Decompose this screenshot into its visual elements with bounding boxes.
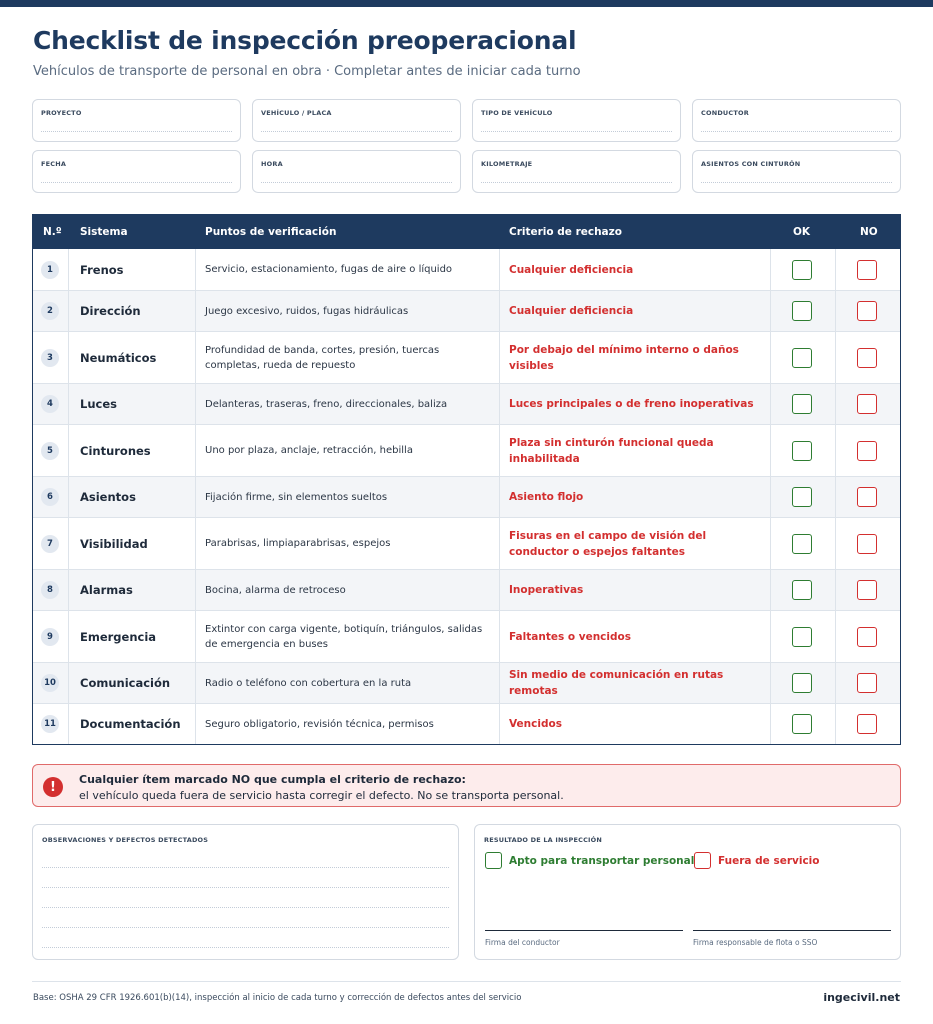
table-row xyxy=(33,662,900,703)
column-divider xyxy=(195,518,196,569)
points-cell xyxy=(205,663,490,703)
no-cell xyxy=(857,663,879,703)
points-cell xyxy=(205,704,490,744)
column-divider xyxy=(499,704,500,744)
fleet-signature-label: Firma responsable de flota o SSO xyxy=(693,938,818,947)
system-name: Cinturones xyxy=(80,443,151,458)
column-divider xyxy=(835,332,836,383)
points-cell xyxy=(205,291,490,331)
row-number-cell xyxy=(41,384,61,424)
no-checkbox[interactable] xyxy=(857,487,877,507)
column-divider xyxy=(68,291,69,331)
field-proyecto[interactable] xyxy=(32,99,241,142)
no-checkbox[interactable] xyxy=(857,580,877,600)
row-number-cell xyxy=(41,663,61,703)
column-divider xyxy=(68,570,69,610)
field-line xyxy=(481,182,672,183)
footer-brand: ingecivil.net xyxy=(823,991,900,1004)
header-points: Puntos de verificación xyxy=(205,226,337,238)
criteria-cell xyxy=(509,570,765,610)
field-line xyxy=(41,182,232,183)
column-divider xyxy=(499,291,500,331)
observations-box[interactable] xyxy=(32,824,459,960)
check-points: Fijación firme, sin elementos sueltos xyxy=(205,491,388,503)
row-number-cell xyxy=(41,570,61,610)
column-divider xyxy=(499,611,500,662)
criteria-cell xyxy=(509,611,765,662)
check-points: Seguro obligatorio, revisión técnica, permisos xyxy=(205,718,434,730)
footer-divider xyxy=(32,981,901,982)
column-divider xyxy=(770,332,771,383)
field-fecha[interactable] xyxy=(32,150,241,193)
system-name: Asientos xyxy=(80,490,136,504)
check-points: Radio o teléfono con cobertura en la ruta xyxy=(205,677,412,689)
points-cell xyxy=(205,611,490,662)
apt-checkbox[interactable] xyxy=(485,852,502,869)
system-cell xyxy=(80,570,192,610)
alert-text: el vehículo queda fuera de servicio hasta corregir el defecto. No se transporta personal. xyxy=(79,789,564,802)
no-cell xyxy=(857,611,879,662)
criteria-cell xyxy=(509,332,765,383)
alert-title: Cualquier ítem marcado NO que cumpla el criterio de rechazo: xyxy=(79,773,466,786)
field-conductor[interactable] xyxy=(692,99,901,142)
no-cell xyxy=(857,477,879,517)
column-divider xyxy=(770,249,771,290)
column-divider xyxy=(835,425,836,476)
system-name: Luces xyxy=(80,397,117,411)
row-number-cell xyxy=(41,249,61,290)
system-cell xyxy=(80,425,192,476)
check-points: Profundidad de banda, cortes, presión, tuercas completas, rueda de repuesto xyxy=(205,344,440,371)
column-divider xyxy=(68,477,69,517)
no-cell xyxy=(857,332,879,383)
points-cell xyxy=(205,332,490,383)
column-divider xyxy=(68,425,69,476)
system-name: Alarmas xyxy=(80,583,133,597)
table-row xyxy=(33,517,900,569)
row-number-cell xyxy=(41,611,61,662)
system-name: Emergencia xyxy=(80,629,157,644)
column-divider xyxy=(499,384,500,424)
field-tipo-vehiculo[interactable] xyxy=(472,99,681,142)
column-divider xyxy=(68,518,69,569)
field-hora[interactable] xyxy=(252,150,461,193)
row-number-badge: 2 xyxy=(41,302,59,320)
points-cell xyxy=(205,570,490,610)
field-label: ASIENTOS CON CINTURÓN xyxy=(701,160,801,168)
no-checkbox[interactable] xyxy=(857,714,877,734)
field-label: TIPO DE VEHÍCULO xyxy=(481,109,553,117)
column-divider xyxy=(835,611,836,662)
ok-checkbox[interactable] xyxy=(792,441,812,461)
ok-cell xyxy=(792,249,814,290)
column-divider xyxy=(195,332,196,383)
column-divider xyxy=(770,570,771,610)
ok-checkbox[interactable] xyxy=(792,394,812,414)
exclamation-icon: ! xyxy=(43,777,63,797)
column-divider xyxy=(195,663,196,703)
observation-line xyxy=(42,947,449,948)
column-divider xyxy=(770,425,771,476)
no-cell xyxy=(857,249,879,290)
rejection-criteria: Vencidos xyxy=(509,718,562,730)
rejection-criteria: Por debajo del mínimo interno o daños visibles xyxy=(509,343,739,372)
system-name: Neumáticos xyxy=(80,350,157,365)
row-number-cell xyxy=(41,704,61,744)
fleet-signature-line[interactable] xyxy=(693,930,891,931)
field-line xyxy=(41,131,232,132)
column-divider xyxy=(195,291,196,331)
column-divider xyxy=(68,384,69,424)
table-row xyxy=(33,331,900,383)
check-points: Parabrisas, limpiaparabrisas, espejos xyxy=(205,538,391,549)
column-divider xyxy=(835,570,836,610)
field-label: PROYECTO xyxy=(41,109,82,117)
column-divider xyxy=(195,384,196,424)
criteria-cell xyxy=(509,384,765,424)
system-name: Documentación xyxy=(80,717,181,731)
ok-checkbox[interactable] xyxy=(792,260,812,280)
ok-cell xyxy=(792,518,814,569)
check-points: Uno por plaza, anclaje, retracción, hebilla xyxy=(205,445,413,456)
observation-line xyxy=(42,907,449,908)
row-number-cell xyxy=(41,477,61,517)
no-checkbox[interactable] xyxy=(857,301,877,321)
system-cell xyxy=(80,663,192,703)
row-number-badge: 6 xyxy=(41,488,59,506)
ok-checkbox[interactable] xyxy=(792,673,812,693)
no-checkbox[interactable] xyxy=(857,673,877,693)
result-label: RESULTADO DE LA INSPECCIÓN xyxy=(484,836,603,844)
column-divider xyxy=(68,249,69,290)
rejection-criteria: Sin medio de comunicación en rutas remotas xyxy=(509,669,724,697)
ok-cell xyxy=(792,663,814,703)
field-label: KILOMETRAJE xyxy=(481,160,533,168)
criteria-cell xyxy=(509,291,765,331)
column-divider xyxy=(68,611,69,662)
system-cell xyxy=(80,384,192,424)
observations-label: OBSERVACIONES Y DEFECTOS DETECTADOS xyxy=(42,836,209,844)
table-row xyxy=(33,476,900,517)
system-cell xyxy=(80,332,192,383)
column-divider xyxy=(499,425,500,476)
check-points: Servicio, estacionamiento, fugas de aire o líquido xyxy=(205,264,453,275)
row-number-badge: 5 xyxy=(41,442,59,460)
column-divider xyxy=(835,249,836,290)
points-cell xyxy=(205,425,490,476)
field-line xyxy=(481,131,672,132)
column-divider xyxy=(770,704,771,744)
field-kilometraje[interactable] xyxy=(472,150,681,193)
ok-checkbox[interactable] xyxy=(792,627,812,647)
field-label: CONDUCTOR xyxy=(701,109,749,117)
header-num: N.º xyxy=(43,226,62,238)
ok-checkbox[interactable] xyxy=(792,301,812,321)
system-cell xyxy=(80,704,192,744)
top-accent-bar xyxy=(0,0,933,7)
row-number-cell xyxy=(41,291,61,331)
column-divider xyxy=(195,570,196,610)
ok-cell xyxy=(792,570,814,610)
ok-checkbox[interactable] xyxy=(792,714,812,734)
rejection-criteria: Fisuras en el campo de visión del conductor o espejos faltantes xyxy=(509,529,707,558)
row-number-cell xyxy=(41,518,61,569)
column-divider xyxy=(499,477,500,517)
column-divider xyxy=(835,663,836,703)
column-divider xyxy=(770,477,771,517)
observation-line xyxy=(42,867,449,868)
row-number-badge: 11 xyxy=(41,715,59,733)
table-row xyxy=(33,569,900,610)
column-divider xyxy=(499,518,500,569)
field-asientos-cinturon[interactable] xyxy=(692,150,901,193)
table-header xyxy=(33,215,900,249)
page-title: Checklist de inspección preoperacional xyxy=(33,26,577,55)
no-checkbox[interactable] xyxy=(857,627,877,647)
out-label: Fuera de servicio xyxy=(718,854,820,867)
criteria-cell xyxy=(509,663,765,703)
row-number-badge: 8 xyxy=(41,581,59,599)
points-cell xyxy=(205,477,490,517)
points-cell xyxy=(205,384,490,424)
field-label: VEHÍCULO / PLACA xyxy=(261,109,332,117)
system-name: Visibilidad xyxy=(80,536,148,551)
no-checkbox[interactable] xyxy=(857,394,877,414)
system-name: Comunicación xyxy=(80,676,171,690)
column-divider xyxy=(770,663,771,703)
system-name: Frenos xyxy=(80,262,124,277)
column-divider xyxy=(499,663,500,703)
system-cell xyxy=(80,611,192,662)
page-subtitle: Vehículos de transporte de personal en obra · Completar antes de iniciar cada turno xyxy=(33,64,581,79)
check-points: Delanteras, traseras, freno, direccionales, baliza xyxy=(205,398,448,410)
ok-checkbox[interactable] xyxy=(792,348,812,368)
column-divider xyxy=(835,704,836,744)
apt-label: Apto para transportar personal xyxy=(509,854,695,867)
no-cell xyxy=(857,291,879,331)
no-cell xyxy=(857,425,879,476)
field-vehiculo-placa[interactable] xyxy=(252,99,461,142)
result-apt-option[interactable] xyxy=(485,852,694,869)
ok-checkbox[interactable] xyxy=(792,534,812,554)
header-criteria: Criterio de rechazo xyxy=(509,226,622,238)
criteria-cell xyxy=(509,477,765,517)
column-divider xyxy=(835,518,836,569)
column-divider xyxy=(68,332,69,383)
observation-line xyxy=(42,887,449,888)
driver-signature-label: Firma del conductor xyxy=(485,938,560,947)
column-divider xyxy=(770,291,771,331)
ok-cell xyxy=(792,611,814,662)
table-row xyxy=(33,424,900,476)
result-box xyxy=(474,824,901,960)
no-cell xyxy=(857,384,879,424)
row-number-badge: 4 xyxy=(41,395,59,413)
row-number-cell xyxy=(41,425,61,476)
rejection-criteria: Faltantes o vencidos xyxy=(509,630,631,643)
ok-cell xyxy=(792,384,814,424)
column-divider xyxy=(499,249,500,290)
column-divider xyxy=(770,518,771,569)
ok-cell xyxy=(792,332,814,383)
column-divider xyxy=(770,384,771,424)
no-cell xyxy=(857,570,879,610)
rejection-criteria: Plaza sin cinturón funcional queda inhabilitada xyxy=(509,436,714,465)
ok-checkbox[interactable] xyxy=(792,487,812,507)
criteria-cell xyxy=(509,518,765,569)
criteria-cell xyxy=(509,704,765,744)
field-line xyxy=(261,182,452,183)
ok-cell xyxy=(792,291,814,331)
header-ok: OK xyxy=(793,226,811,238)
row-number-badge: 10 xyxy=(41,674,59,692)
rejection-alert xyxy=(32,764,901,807)
no-checkbox[interactable] xyxy=(857,441,877,461)
column-divider xyxy=(195,477,196,517)
column-divider xyxy=(835,291,836,331)
criteria-cell xyxy=(509,425,765,476)
no-checkbox[interactable] xyxy=(857,348,877,368)
ok-cell xyxy=(792,477,814,517)
result-out-option[interactable] xyxy=(694,852,820,869)
criteria-cell xyxy=(509,249,765,290)
check-points: Juego excesivo, ruidos, fugas hidráulicas xyxy=(205,305,409,317)
rejection-criteria: Cualquier deficiencia xyxy=(509,305,634,317)
row-number-badge: 3 xyxy=(41,349,59,367)
column-divider xyxy=(835,477,836,517)
column-divider xyxy=(195,425,196,476)
no-checkbox[interactable] xyxy=(857,260,877,280)
rejection-criteria: Cualquier deficiencia xyxy=(509,263,634,276)
row-number-badge: 7 xyxy=(41,535,59,553)
column-divider xyxy=(499,332,500,383)
table-body xyxy=(33,249,900,744)
field-label: HORA xyxy=(261,160,283,168)
ok-checkbox[interactable] xyxy=(792,580,812,600)
rejection-criteria: Asiento flojo xyxy=(509,491,584,503)
rejection-criteria: Luces principales o de freno inoperativas xyxy=(509,398,754,410)
table-row xyxy=(33,703,900,744)
points-cell xyxy=(205,249,490,290)
no-cell xyxy=(857,704,879,744)
inspection-table xyxy=(32,214,901,745)
column-divider xyxy=(195,704,196,744)
header-system: Sistema xyxy=(80,226,128,238)
check-points: Bocina, alarma de retroceso xyxy=(205,584,346,596)
system-name: Dirección xyxy=(80,304,141,318)
column-divider xyxy=(499,570,500,610)
system-cell xyxy=(80,518,192,569)
column-divider xyxy=(68,704,69,744)
field-line xyxy=(701,182,892,183)
table-row xyxy=(33,383,900,424)
header-no: NO xyxy=(860,226,878,238)
out-checkbox[interactable] xyxy=(694,852,711,869)
system-cell xyxy=(80,249,192,290)
system-cell xyxy=(80,291,192,331)
row-number-badge: 1 xyxy=(41,261,59,279)
footer-base: Base: OSHA 29 CFR 1926.601(b)(14), inspección al inicio de cada turno y corrección de defectos antes del servicio xyxy=(33,993,522,1003)
ok-cell xyxy=(792,425,814,476)
table-row xyxy=(33,290,900,331)
column-divider xyxy=(195,611,196,662)
field-line xyxy=(261,131,452,132)
field-line xyxy=(701,131,892,132)
points-cell xyxy=(205,518,490,569)
column-divider xyxy=(835,384,836,424)
column-divider xyxy=(68,663,69,703)
table-row xyxy=(33,249,900,290)
observation-line xyxy=(42,927,449,928)
no-checkbox[interactable] xyxy=(857,534,877,554)
field-label: FECHA xyxy=(41,160,67,168)
row-number-cell xyxy=(41,332,61,383)
table-row xyxy=(33,610,900,662)
no-cell xyxy=(857,518,879,569)
column-divider xyxy=(195,249,196,290)
row-number-badge: 9 xyxy=(41,628,59,646)
ok-cell xyxy=(792,704,814,744)
column-divider xyxy=(770,611,771,662)
check-points: Extintor con carga vigente, botiquín, triángulos, salidas de emergencia en buses xyxy=(205,623,483,650)
rejection-criteria: Inoperativas xyxy=(509,584,584,596)
driver-signature-line[interactable] xyxy=(485,930,683,931)
system-cell xyxy=(80,477,192,517)
